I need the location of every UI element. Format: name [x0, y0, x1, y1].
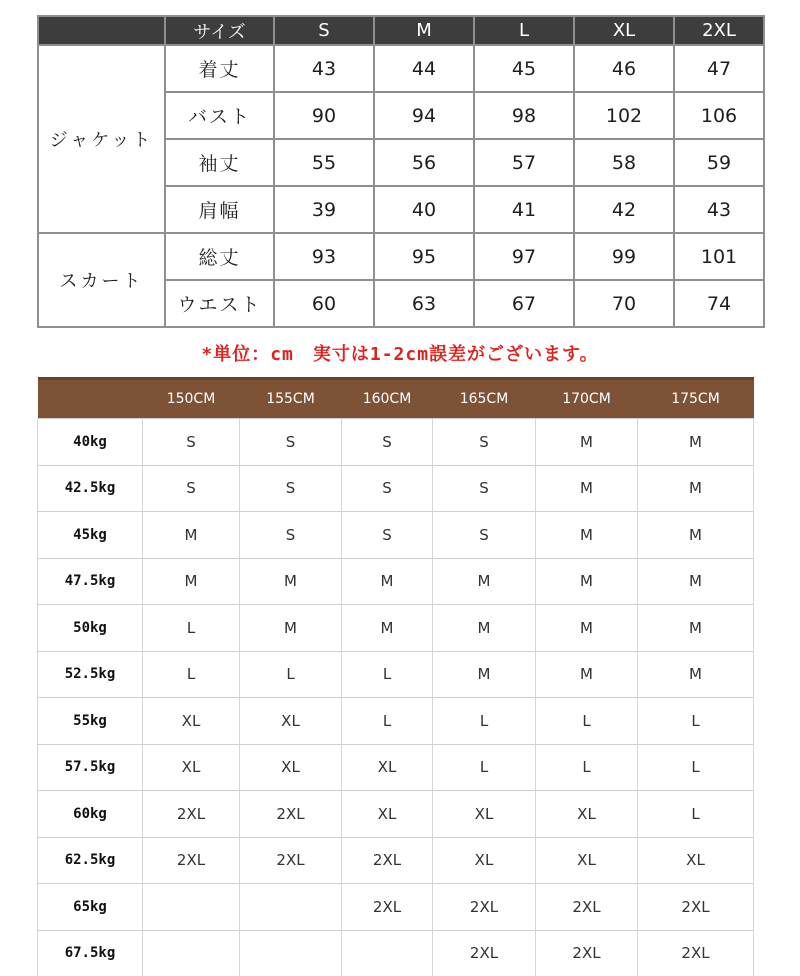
- recommended-size: M: [536, 651, 638, 698]
- measurement-value: 102: [574, 92, 674, 139]
- recommended-size: M: [638, 651, 754, 698]
- weight-label: 40kg: [38, 419, 143, 466]
- recommended-size: L: [638, 698, 754, 745]
- weight-label: 57.5kg: [38, 744, 143, 791]
- recommended-size: [143, 884, 240, 931]
- recommended-size: M: [536, 605, 638, 652]
- recommended-size: M: [536, 465, 638, 512]
- size-header-l: L: [474, 16, 574, 45]
- weight-row: [38, 884, 754, 931]
- recommended-size: L: [143, 605, 240, 652]
- recommended-size: 2XL: [536, 884, 638, 931]
- measurement-value: 45: [474, 45, 574, 92]
- recommended-size: [342, 930, 433, 976]
- size-chart-table: [37, 15, 765, 328]
- recommended-size: [143, 930, 240, 976]
- size-header-label: サイズ: [165, 16, 274, 45]
- recommended-size: XL: [638, 837, 754, 884]
- recommended-size: S: [342, 512, 433, 559]
- recommended-size: 2XL: [433, 930, 536, 976]
- recommended-size: L: [143, 651, 240, 698]
- measurement-value: 99: [574, 233, 674, 280]
- recommended-size: XL: [240, 698, 342, 745]
- height-column-header: 175CM: [638, 379, 754, 419]
- weight-row: [38, 791, 754, 838]
- measurement-value: 94: [374, 92, 474, 139]
- recommended-size: XL: [143, 744, 240, 791]
- weight-row: [38, 744, 754, 791]
- height-column-header: 165CM: [433, 379, 536, 419]
- height-header-row: [38, 379, 754, 419]
- weight-row: [38, 558, 754, 605]
- weight-row: [38, 837, 754, 884]
- height-column-header: 170CM: [536, 379, 638, 419]
- recommended-size: S: [240, 512, 342, 559]
- measurement-label: 総丈: [165, 233, 274, 280]
- recommended-size: L: [638, 791, 754, 838]
- measurement-value: 43: [674, 186, 764, 233]
- recommended-size: M: [433, 605, 536, 652]
- weight-label: 65kg: [38, 884, 143, 931]
- recommended-size: 2XL: [143, 837, 240, 884]
- weight-row: [38, 419, 754, 466]
- recommended-size: 2XL: [342, 837, 433, 884]
- measurement-value: 74: [674, 280, 764, 327]
- measurement-value: 93: [274, 233, 374, 280]
- recommended-size: S: [433, 465, 536, 512]
- recommended-size: 2XL: [433, 884, 536, 931]
- recommended-size: L: [536, 698, 638, 745]
- measurement-label: 肩幅: [165, 186, 274, 233]
- recommended-size: 2XL: [240, 791, 342, 838]
- recommended-size: S: [143, 419, 240, 466]
- recommended-size: S: [433, 512, 536, 559]
- recommended-size: 2XL: [638, 930, 754, 976]
- recommended-size: 2XL: [240, 837, 342, 884]
- size-header-s: S: [274, 16, 374, 45]
- recommended-size: XL: [433, 837, 536, 884]
- recommended-size: L: [240, 651, 342, 698]
- measurement-value: 40: [374, 186, 474, 233]
- garment-group-label: ジャケット: [38, 45, 165, 233]
- recommended-size: M: [433, 651, 536, 698]
- recommended-size: XL: [240, 744, 342, 791]
- recommended-size: L: [433, 744, 536, 791]
- measurement-value: 90: [274, 92, 374, 139]
- recommended-size: L: [638, 744, 754, 791]
- recommended-size: XL: [143, 698, 240, 745]
- measurement-value: 59: [674, 139, 764, 186]
- recommendation-corner: [38, 379, 143, 419]
- recommended-size: XL: [342, 744, 433, 791]
- recommended-size: 2XL: [143, 791, 240, 838]
- recommended-size: XL: [433, 791, 536, 838]
- weight-row: [38, 465, 754, 512]
- weight-label: 52.5kg: [38, 651, 143, 698]
- recommended-size: M: [638, 605, 754, 652]
- measurement-value: 95: [374, 233, 474, 280]
- recommended-size: [240, 884, 342, 931]
- recommended-size: M: [240, 605, 342, 652]
- recommended-size: M: [536, 512, 638, 559]
- measurement-value: 47: [674, 45, 764, 92]
- weight-row: [38, 651, 754, 698]
- measurement-value: 97: [474, 233, 574, 280]
- weight-label: 47.5kg: [38, 558, 143, 605]
- size-header-2xl: 2XL: [674, 16, 764, 45]
- weight-row: [38, 605, 754, 652]
- weight-row: [38, 512, 754, 559]
- measurement-value: 55: [274, 139, 374, 186]
- recommended-size: L: [536, 744, 638, 791]
- recommended-size: S: [433, 419, 536, 466]
- measurement-value: 43: [274, 45, 374, 92]
- recommended-size: S: [240, 465, 342, 512]
- recommended-size: XL: [536, 837, 638, 884]
- size-chart-row: [38, 233, 764, 280]
- measurement-value: 58: [574, 139, 674, 186]
- measurement-value: 98: [474, 92, 574, 139]
- measurement-value: 70: [574, 280, 674, 327]
- weight-label: 62.5kg: [38, 837, 143, 884]
- size-recommendation-table: [37, 377, 754, 976]
- size-chart-corner: [38, 16, 165, 45]
- recommended-size: L: [433, 698, 536, 745]
- recommended-size: [240, 930, 342, 976]
- height-column-header: 160CM: [342, 379, 433, 419]
- measurement-value: 67: [474, 280, 574, 327]
- recommended-size: M: [143, 558, 240, 605]
- recommended-size: XL: [342, 791, 433, 838]
- measurement-label: 袖丈: [165, 139, 274, 186]
- recommended-size: S: [342, 419, 433, 466]
- measurement-value: 60: [274, 280, 374, 327]
- measurement-value: 56: [374, 139, 474, 186]
- measurement-label: 着丈: [165, 45, 274, 92]
- recommended-size: M: [342, 605, 433, 652]
- recommended-size: S: [143, 465, 240, 512]
- recommended-size: L: [342, 651, 433, 698]
- measurement-label: バスト: [165, 92, 274, 139]
- weight-label: 67.5kg: [38, 930, 143, 976]
- recommended-size: M: [433, 558, 536, 605]
- weight-label: 60kg: [38, 791, 143, 838]
- recommended-size: M: [342, 558, 433, 605]
- recommended-size: M: [536, 558, 638, 605]
- unit-note: *単位：cm 実寸は1-2cm誤差がございます。: [201, 344, 599, 365]
- weight-label: 50kg: [38, 605, 143, 652]
- measurement-value: 106: [674, 92, 764, 139]
- measurement-value: 39: [274, 186, 374, 233]
- recommended-size: S: [342, 465, 433, 512]
- recommended-size: M: [143, 512, 240, 559]
- measurement-value: 57: [474, 139, 574, 186]
- measurement-label: ウエスト: [165, 280, 274, 327]
- recommended-size: M: [638, 512, 754, 559]
- recommended-size: L: [342, 698, 433, 745]
- recommended-size: M: [638, 558, 754, 605]
- height-column-header: 155CM: [240, 379, 342, 419]
- recommended-size: M: [536, 419, 638, 466]
- recommended-size: M: [240, 558, 342, 605]
- measurement-value: 101: [674, 233, 764, 280]
- recommended-size: M: [638, 419, 754, 466]
- weight-label: 45kg: [38, 512, 143, 559]
- recommended-size: 2XL: [638, 884, 754, 931]
- weight-row: [38, 698, 754, 745]
- measurement-value: 63: [374, 280, 474, 327]
- recommended-size: M: [638, 465, 754, 512]
- size-header-xl: XL: [574, 16, 674, 45]
- size-chart-row: [38, 45, 764, 92]
- weight-row: [38, 930, 754, 976]
- measurement-value: 46: [574, 45, 674, 92]
- weight-label: 42.5kg: [38, 465, 143, 512]
- recommended-size: 2XL: [342, 884, 433, 931]
- size-chart-header-row: [38, 16, 764, 45]
- measurement-value: 42: [574, 186, 674, 233]
- recommended-size: 2XL: [536, 930, 638, 976]
- measurement-value: 41: [474, 186, 574, 233]
- recommended-size: XL: [536, 791, 638, 838]
- recommended-size: S: [240, 419, 342, 466]
- garment-group-label: スカート: [38, 233, 165, 327]
- weight-label: 55kg: [38, 698, 143, 745]
- measurement-value: 44: [374, 45, 474, 92]
- size-header-m: M: [374, 16, 474, 45]
- height-column-header: 150CM: [143, 379, 240, 419]
